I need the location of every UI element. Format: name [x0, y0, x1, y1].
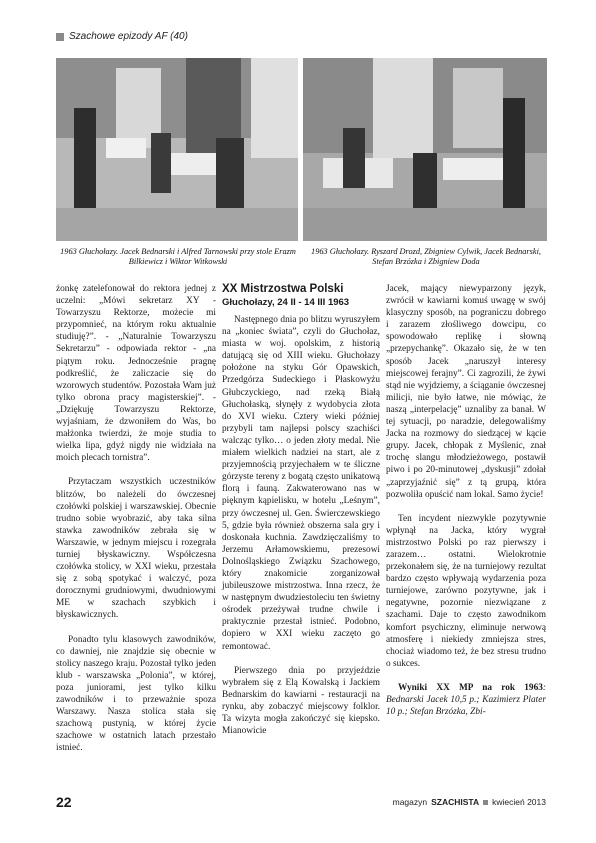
magazine-name: SZACHISTA — [431, 797, 480, 807]
square-separator-icon — [483, 800, 488, 805]
paragraph: Pierwszego dnia po przyjeździe wybrałem się z Elą Kowalską i Jackiem Bednarskim do kawiarni - restauracji na rynku, aby zobaczyć miejscowy folklor. Ta wizyta mogła zakończyć się kiepsko. Mianowicie — [222, 665, 380, 737]
paragraph: żonkę zatelefonował do rektora jednej z uczelni: „Mówi sekretarz XY - Towarzyszu Rektorze, możecie mi przypomnieć, na którym roku aktualnie studiuję?”. - „Naturalnie Towarzyszu Sekretarzu” - odpowiada rektor - „na piątym roku. Jednocześnie pragnę podkreślić, że zaliczacie się do wzorowych studentów. Pozostała Wam już tylko obrona pracy magisterskiej”. - „Dziękuję Towarzyszu Rektorze, wyjaśniam, że dzwoniłem do Was, bo małżonka twierdzi, że moje studia to wielka lipa, gdyż nigdy nie widziała na moich plecach tornistra”. — [56, 284, 216, 464]
section-subtitle: Głuchołazy, 24 II - 14 III 1963 — [222, 297, 350, 308]
paragraph: Ten incydent niezwykle pozytywnie wpłynął na Jacka, który wygrał mistrzostwo Polski po raz pierwszy i zarazem… ostatni. Wielokrotnie przekonałem się, że na turniejowy rezultat bardzo często wpływają wydarzenia poza turniejowe, zarówno pozytywne, jak i negatywne, pozornie niezwiązane z szachami. Daje to często zawodnikom komfort psychiczny, eliminuje nerwową atmosferę i niekiedy zmniejsza stres, chociaż wiadomo też, że bez stresu trudno o sukces. — [386, 513, 546, 669]
square-bullet-icon — [56, 33, 64, 41]
photo-caption-left: 1963 Głuchołazy. Jacek Bednarski i Alfred Tarnowski przy stole Erazm Bilkiewicz i Wiktor Witkowski — [60, 247, 296, 267]
issue-date: kwiecień 2013 — [492, 797, 546, 807]
page-number: 22 — [56, 794, 72, 810]
photo-right — [303, 58, 547, 241]
results-text: : Bednarski Jacek 10,5 p.; Kazimierz Plater 10 p.; Stefan Brzózka, Zbi- — [386, 682, 546, 718]
photo-caption-right: 1963 Głuchołazy. Ryszard Drozd, Zbigniew Cylwik, Jacek Bednarski, Stefan Brzózka i Zbigniew Doda — [311, 247, 541, 267]
paragraph: Jacek, mający niewyparzony język, zwrócił w kawiarni komuś uwagę w swój klasyczny sposób, na pograniczu dobrego i zarazem złośliwego dowcipu, co spowodowało replikę i słowną „przepychankę”. Okazało się, że w ten sposób Jacek „naruszył interesy miejscowej ferajny”. Ci zagrozili, że żywi stąd nie wyjdziemy, a ściąganie ówczesnej milicji, nie było łatwe, nie mówiąc, że naszą „interpelację” uznaliby za banał. W tej sytuacji, po naradzie, delegowaliśmy Jacka na rozmowy do siedzącej w kącie grupy. Jacek, chłopak z Myślenic, znał trochę slangu młodzieżowego, postawił piwo i po 20-minutowej „dyskusji” zdołał „zaprzyjaźnić się” z tą grupą, która pozwoliła opuścić nam lokal. Samo życie! — [386, 284, 546, 500]
magazine-prefix: magazyn — [392, 797, 428, 807]
results-paragraph — [386, 682, 546, 718]
running-header — [56, 31, 188, 42]
footer-credit — [393, 797, 546, 807]
paragraph: Następnego dnia po blitzu wyruszyłem na „koniec świata”, czyli do Głuchołaz, miasta w woj. opolskim, z historią datującą się od XIII wieku. Głuchołazy położone na styku Gór Opawskich, Przedgórza Sudeckiego i Płaskowyżu Głubczyckiego, nad rzeką Białą Głuchołaską, słynęły z wydobycia złota do XVI wieku. Cztery wieki później przybyli tam najlepsi polscy szachiści walcząc tylko… o jeden złoty medal. Nie miałem wielkich nadziei na start, ale z przyjemnością przyjechałem w te śliczne górzyste tereny z bogatą często unikatową florą i fauną. Zakwaterowano nas w pięknym kąpielisku, w hotelu „Leśnym”, przy ówczesnej ul. Gen. Świerczewskiego 5, gdzie była również obszerna sala gry i doskonała kuchnia. Zawdzięczaliśmy to Jerzemu Arłamowskiemu, prezesowi Dolnośląskiego Związku Szachowego, który znakomicie zorganizował jubileuszowe mistrzostwa. Inna rzecz, że w następnym dwudziestoleciu ten świetny ośrodek przeżywał trudne chwile i praktycznie przestał istnieć. Podobno, dopiero w XXI wieku zaczęto go remontować. — [222, 315, 380, 652]
text-column-2 — [222, 283, 380, 737]
header-title: Szachowe epizody AF (40) — [69, 31, 188, 42]
paragraph: Przytaczam wszystkich uczestników blitzów, bo należeli do ówczesnej czołówki polskiej i warszawskiej. Obecnie trudno sobie wyobrazić, aby taka silna stawka zawodników zebrała się w Warszawie, w jednym miejscu i rozegrała turniej błyskawiczny. Współczesna czołówka stolicy, w XXI wieku, przestała się z sobą spotykać i walczyć, poza dorocznymi grudniowymi, dwudniowymi ME w szachach szybkich i błyskawicznych. — [56, 477, 216, 621]
text-column-3 — [386, 283, 546, 718]
text-column-1 — [56, 283, 216, 754]
paragraph: Ponadto tylu klasowych zawodników, co dawniej, nie znajdzie się obecnie w stolicy naszego kraju. Pozostał tylko jeden klub - warszawska „Polonia”, w której, poza juniorami, jest tylko kilku zawodników i to przeważnie spoza Warszawy. Nasza stolica stała się szachową pustynią, w której życie szachowe w ostatnich latach przestało istnieć. — [56, 634, 216, 754]
section-title: XX Mistrzostwa Polski — [222, 283, 344, 295]
photo-left — [56, 58, 298, 241]
results-heading: Wyniki XX MP na rok 1963 — [398, 682, 543, 693]
